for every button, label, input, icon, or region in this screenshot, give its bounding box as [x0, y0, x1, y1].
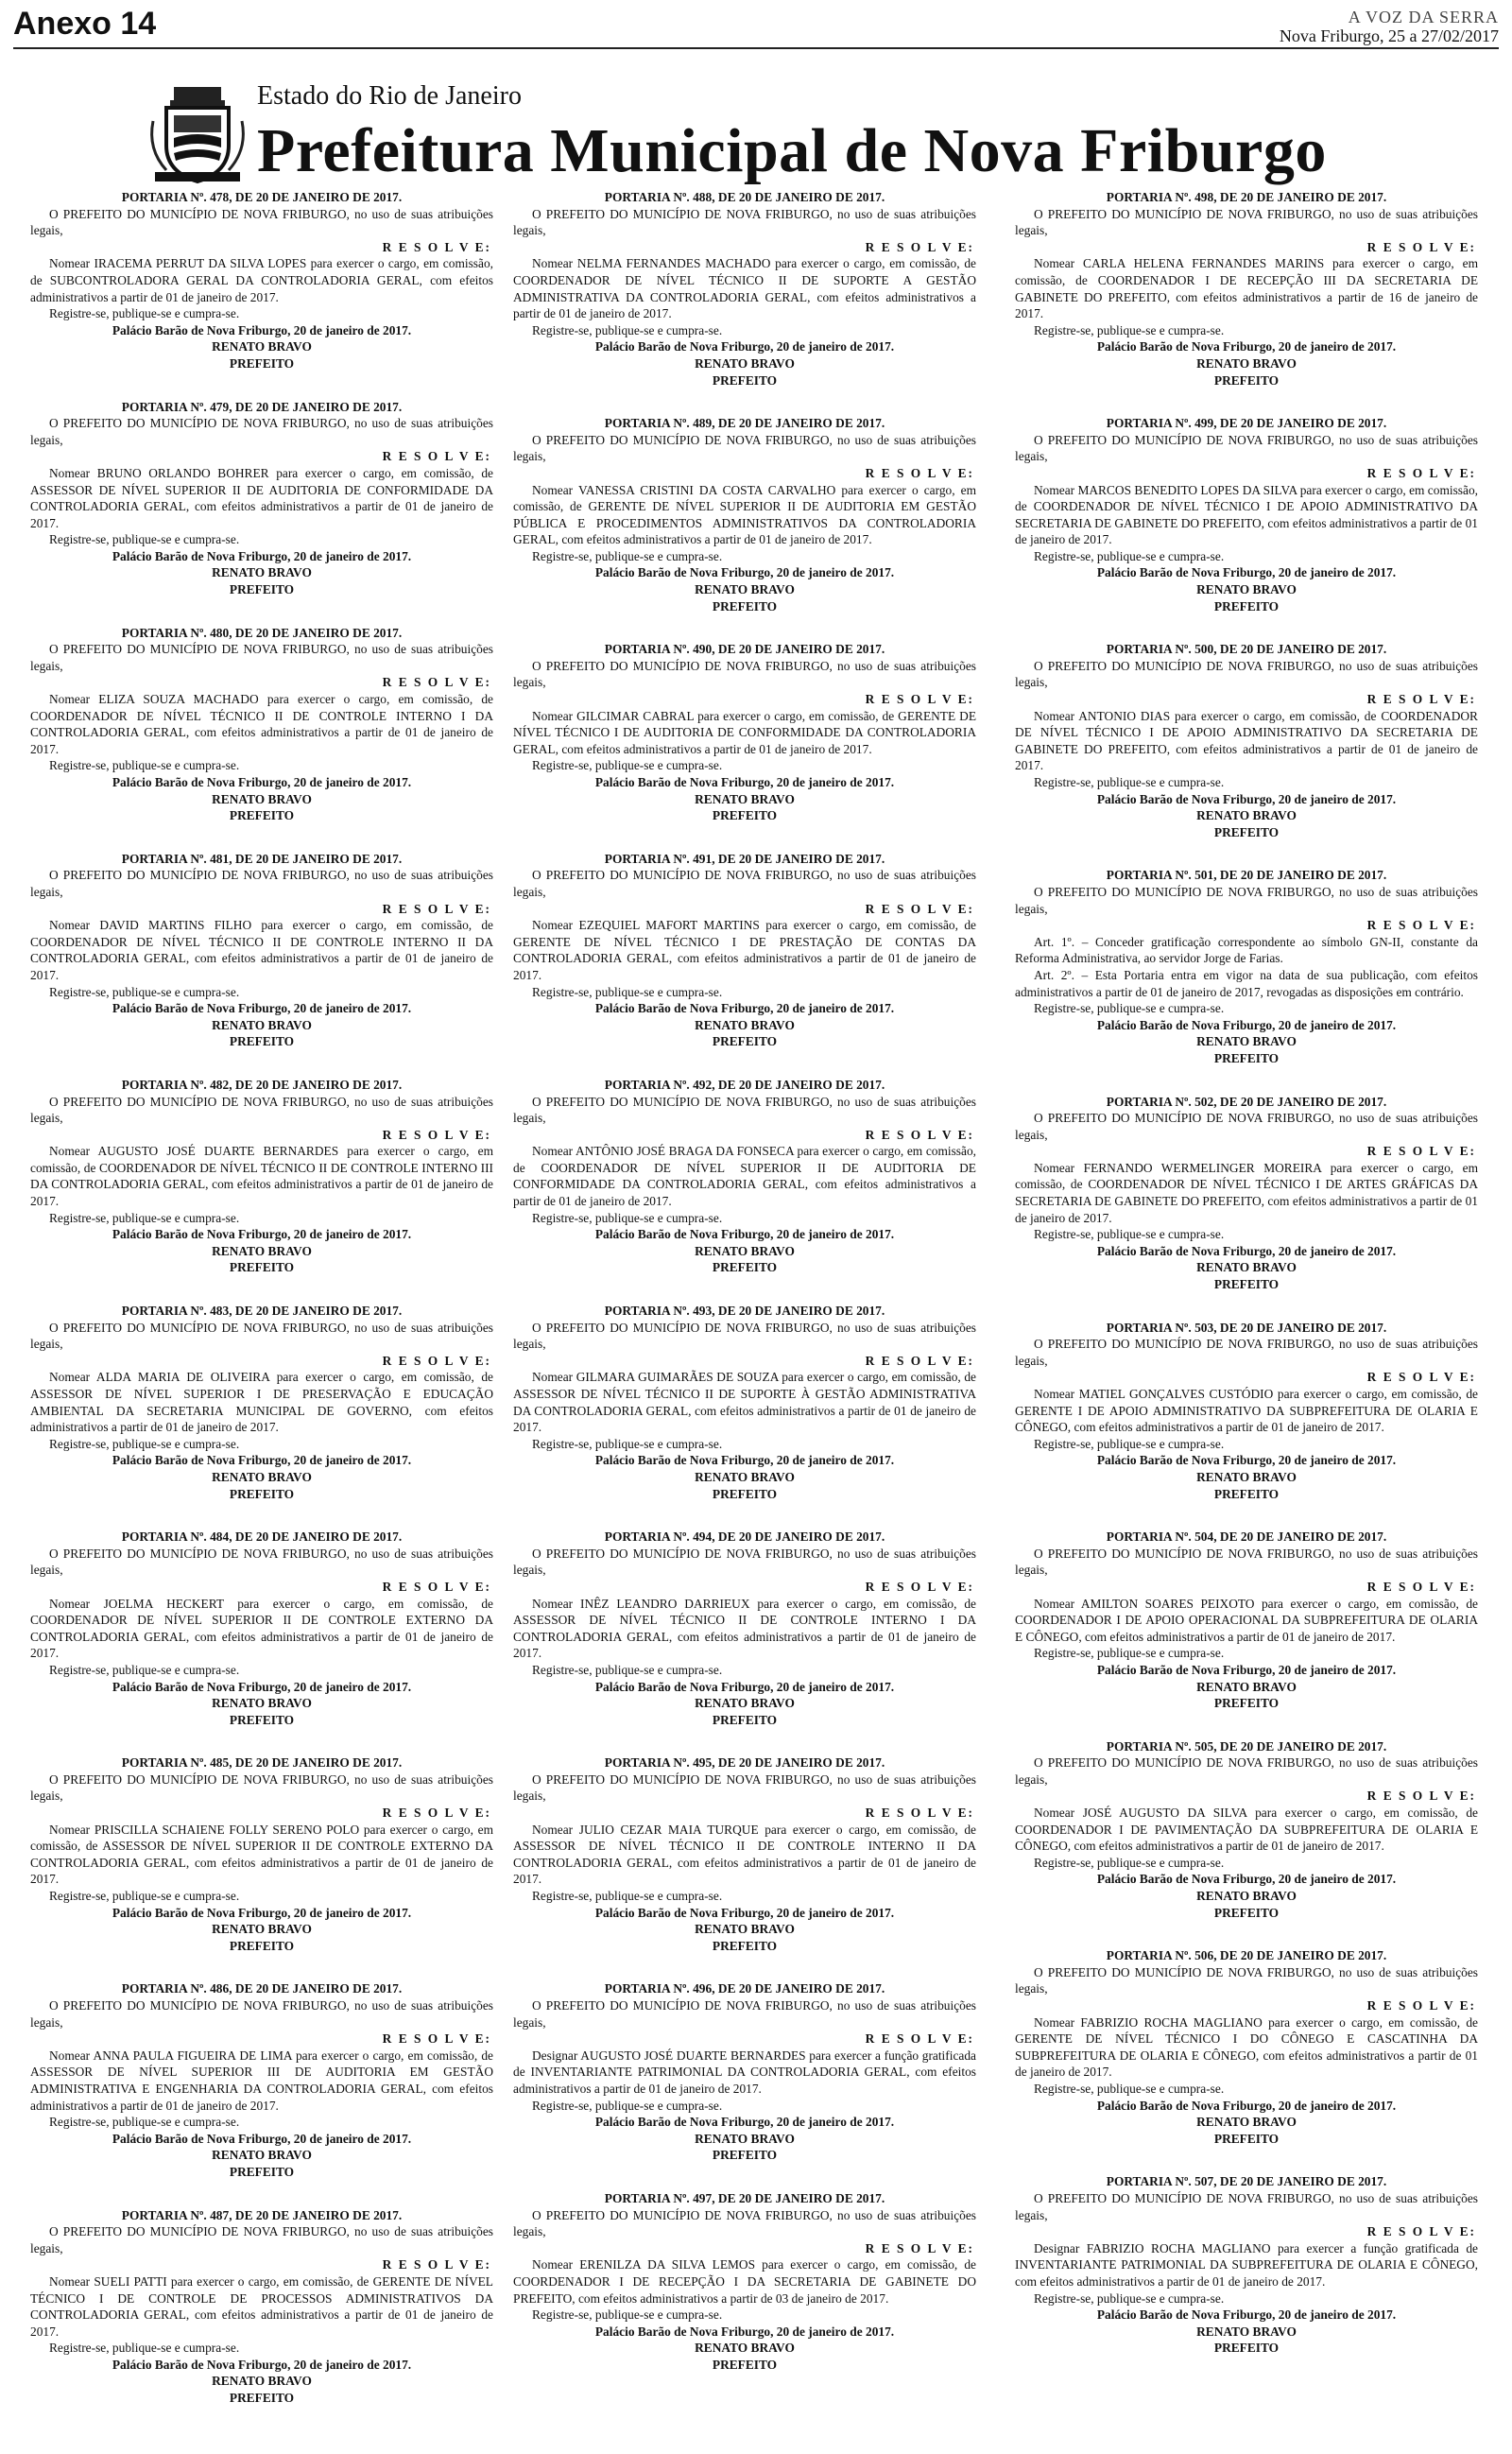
- signer-name: RENATO BRAVO: [212, 1017, 312, 1032]
- portaria-title: PORTARIA Nº. 500, DE 20 DE JANEIRO DE 2017.: [1106, 642, 1387, 657]
- portaria-block: [1015, 1947, 1478, 2147]
- portaria-intro: O PREFEITO DO MUNICÍPIO DE NOVA FRIBURGO, no uso de suas atribuições legais,: [30, 1320, 493, 1352]
- signer-title: PREFEITO: [1213, 1696, 1280, 1711]
- portaria-block: [1015, 1094, 1478, 1293]
- signer-title: PREFEITO: [229, 2391, 295, 2406]
- portaria-intro: O PREFEITO DO MUNICÍPIO DE NOVA FRIBURGO, no uso de suas atribuições legais,: [30, 1998, 493, 2030]
- register-line: Registre-se, publique-se e cumpra-se.: [49, 984, 240, 999]
- portaria-title: PORTARIA Nº. 480, DE 20 DE JANEIRO DE 2017.: [121, 625, 403, 640]
- register-line: Registre-se, publique-se e cumpra-se.: [49, 306, 240, 321]
- signer-name: RENATO BRAVO: [1196, 2115, 1297, 2130]
- palace-line: Palácio Barão de Nova Friburgo, 20 de janeiro de 2017.: [112, 2357, 412, 2372]
- palace-line: Palácio Barão de Nova Friburgo, 20 de janeiro de 2017.: [594, 1679, 895, 1694]
- portaria-body: Nomear GILMARA GUIMARÃES DE SOUZA para exercer o cargo, em comissão, de ASSESSOR DE NÍVEL TÉCNICO II DE SUPORTE À GESTÃO ADMINISTRATIVA DA CONTROLADORIA GERAL, com efeitos administrativos a partir de 01 de janeiro de 2017.: [513, 1370, 976, 1435]
- portaria-intro: O PREFEITO DO MUNICÍPIO DE NOVA FRIBURGO, no uso de suas atribuições legais,: [513, 206, 976, 238]
- resolve-heading: R E S O L V E:: [382, 2031, 491, 2047]
- register-line: Registre-se, publique-se e cumpra-se.: [532, 1210, 723, 1225]
- signer-title: PREFEITO: [1213, 372, 1280, 388]
- portaria-intro: O PREFEITO DO MUNICÍPIO DE NOVA FRIBURGO, no uso de suas atribuições legais,: [513, 432, 976, 464]
- portaria-intro: O PREFEITO DO MUNICÍPIO DE NOVA FRIBURGO, no uso de suas atribuições legais,: [1015, 1111, 1478, 1142]
- coat-of-arms-icon: [146, 83, 249, 187]
- portaria-body: Nomear IRACEMA PERRUT DA SILVA LOPES para exercer o cargo, em comissão, de SUBCONTROLADORA GERAL DA CONTROLADORIA GERAL, com efeitos administrativos a partir de 01 de janeiro de 2017.: [30, 256, 493, 304]
- resolve-heading: R E S O L V E:: [865, 2240, 974, 2255]
- resolve-heading: R E S O L V E:: [865, 1127, 974, 1142]
- portaria-intro: O PREFEITO DO MUNICÍPIO DE NOVA FRIBURGO, no uso de suas atribuições legais,: [30, 206, 493, 238]
- portaria-intro: O PREFEITO DO MUNICÍPIO DE NOVA FRIBURGO, no uso de suas atribuições legais,: [1015, 1755, 1478, 1787]
- portaria-block: [1015, 1738, 1478, 1922]
- resolve-heading: R E S O L V E:: [382, 449, 491, 464]
- signer-name: RENATO BRAVO: [212, 1922, 312, 1937]
- portaria-block: [30, 2207, 493, 2407]
- portaria-title: PORTARIA Nº. 485, DE 20 DE JANEIRO DE 2017.: [121, 1755, 403, 1771]
- signer-title: PREFEITO: [712, 1486, 778, 1501]
- portaria-block: [513, 1303, 976, 1502]
- signer-title: PREFEITO: [712, 2357, 778, 2372]
- signer-title: PREFEITO: [712, 1260, 778, 1275]
- resolve-heading: R E S O L V E:: [1366, 1370, 1476, 1385]
- signer-name: RENATO BRAVO: [695, 582, 795, 597]
- signer-title: PREFEITO: [712, 372, 778, 388]
- portaria-title: PORTARIA Nº. 487, DE 20 DE JANEIRO DE 2017.: [121, 2207, 403, 2222]
- portaria-block: [513, 2190, 976, 2374]
- portaria-title: PORTARIA Nº. 496, DE 20 DE JANEIRO DE 2017.: [604, 1981, 885, 1996]
- portaria-block: [513, 189, 976, 389]
- portaria-body: Nomear MARCOS BENEDITO LOPES DA SILVA para exercer o cargo, em comissão, de COORDENADOR DE NÍVEL TÉCNICO I DE APOIO ADMINISTRATIVO DA SECRETARIA DE GABINETE DO PREFEITO, com efeitos administrativos a partir de 01 de janeiro de 2017.: [1015, 482, 1478, 547]
- signer-name: RENATO BRAVO: [1196, 582, 1297, 597]
- column-1: [30, 189, 493, 2433]
- palace-line: Palácio Barão de Nova Friburgo, 20 de janeiro de 2017.: [594, 565, 895, 580]
- signer-name: RENATO BRAVO: [1196, 808, 1297, 823]
- portaria-block: [30, 399, 493, 598]
- portaria-block: [1015, 2173, 1478, 2357]
- register-line: Registre-se, publique-se e cumpra-se.: [1034, 1436, 1225, 1451]
- portaria-title: PORTARIA Nº. 495, DE 20 DE JANEIRO DE 2017.: [604, 1755, 885, 1771]
- portaria-body: Nomear FERNANDO WERMELINGER MOREIRA para exercer o cargo, em comissão, de COORDENADOR DE NÍVEL TÉCNICO I DE ARTES GRÁFICAS DA SECRETARIA DE GABINETE DO PREFEITO, com efeitos administrativos a partir de 01 de janeiro de 2017.: [1015, 1160, 1478, 1225]
- palace-line: Palácio Barão de Nova Friburgo, 20 de janeiro de 2017.: [112, 322, 412, 337]
- palace-line: Palácio Barão de Nova Friburgo, 20 de janeiro de 2017.: [1096, 1662, 1397, 1677]
- portaria-block: [30, 851, 493, 1050]
- signer-title: PREFEITO: [712, 808, 778, 823]
- portaria-title: PORTARIA Nº. 502, DE 20 DE JANEIRO DE 2017.: [1106, 1094, 1387, 1109]
- portaria-block: [30, 1980, 493, 2180]
- portaria-title: PORTARIA Nº. 498, DE 20 DE JANEIRO DE 2017.: [1106, 190, 1387, 204]
- signer-name: RENATO BRAVO: [695, 1469, 795, 1484]
- portaria-title: PORTARIA Nº. 484, DE 20 DE JANEIRO DE 2017.: [121, 1529, 403, 1545]
- register-line: Registre-se, publique-se e cumpra-se.: [532, 548, 723, 563]
- signer-name: RENATO BRAVO: [695, 1017, 795, 1032]
- signer-name: RENATO BRAVO: [212, 2374, 312, 2389]
- municipal-header: [151, 66, 1380, 189]
- resolve-heading: R E S O L V E:: [1366, 465, 1476, 480]
- portaria-body: Nomear CARLA HELENA FERNANDES MARINS para exercer o cargo, em comissão, de COORDENADOR I DE RECEPÇÃO III DA SECRETARIA DE GABINETE DO PREFEITO, com efeitos administrativos a partir de 16 de janeiro de 2017.: [1015, 256, 1478, 321]
- resolve-heading: R E S O L V E:: [865, 239, 974, 254]
- portaria-title: PORTARIA Nº. 491, DE 20 DE JANEIRO DE 2017.: [604, 851, 885, 866]
- resolve-heading: R E S O L V E:: [382, 2257, 491, 2273]
- portaria-body: Nomear VANESSA CRISTINI DA COSTA CARVALHO para exercer o cargo, em comissão, de GERENTE DE NÍVEL SUPERIOR II DE AUDITORIA EM GESTÃO PÚBLICA E PROCEDIMENTOS ADMINISTRATIVOS DA CONTROLADORIA GERAL, com efeitos administrativos a partir de 01 de janeiro de 2017.: [513, 482, 976, 547]
- palace-line: Palácio Barão de Nova Friburgo, 20 de janeiro de 2017.: [594, 1453, 895, 1468]
- palace-line: Palácio Barão de Nova Friburgo, 20 de janeiro de 2017.: [594, 1227, 895, 1242]
- portaria-body: Designar FABRIZIO ROCHA MAGLIANO para exercer a função gratificada de INVENTARIANTE PATRIMONIAL DA SUBPREFEITURA DE OLARIA E CÔNEGO, com efeitos administrativos a partir de 01 de janeiro de 2017.: [1015, 2240, 1478, 2289]
- resolve-heading: R E S O L V E:: [1366, 1789, 1476, 1804]
- signer-title: PREFEITO: [712, 1034, 778, 1049]
- signer-name: RENATO BRAVO: [1196, 1260, 1297, 1275]
- portaria-intro: O PREFEITO DO MUNICÍPIO DE NOVA FRIBURGO, no uso de suas atribuições legais,: [30, 1771, 493, 1804]
- portaria-block: [513, 851, 976, 1050]
- portaria-body: Nomear AUGUSTO JOSÉ DUARTE BERNARDES para exercer o cargo, em comissão, de COORDENADOR DE NÍVEL TÉCNICO II DE CONTROLE INTERNO III DA CONTROLADORIA GERAL, com efeitos administrativos a partir de 01 de janeiro de 2017.: [30, 1144, 493, 1209]
- signer-name: RENATO BRAVO: [695, 355, 795, 371]
- register-line: Registre-se, publique-se e cumpra-se.: [1034, 1227, 1225, 1242]
- register-line: Registre-se, publique-se e cumpra-se.: [49, 1662, 240, 1677]
- portaria-intro: O PREFEITO DO MUNICÍPIO DE NOVA FRIBURGO, no uso de suas atribuições legais,: [30, 416, 493, 447]
- portaria-title: PORTARIA Nº. 478, DE 20 DE JANEIRO DE 2017.: [121, 190, 403, 204]
- signer-title: PREFEITO: [712, 1938, 778, 1953]
- portaria-body: Art. 2º. – Esta Portaria entra em vigor na data de sua publicação, com efeitos administrativos a partir de 01 de janeiro de 2017, revogadas as disposições em contrário.: [1015, 967, 1478, 999]
- signer-title: PREFEITO: [229, 1034, 295, 1049]
- signer-title: PREFEITO: [229, 355, 295, 371]
- signer-title: PREFEITO: [1213, 2341, 1280, 2356]
- portaria-intro: O PREFEITO DO MUNICÍPIO DE NOVA FRIBURGO, no uso de suas atribuições legais,: [513, 1771, 976, 1804]
- column-2: [513, 189, 976, 2399]
- signer-name: RENATO BRAVO: [695, 1243, 795, 1258]
- resolve-heading: R E S O L V E:: [382, 901, 491, 916]
- portaria-block: [513, 415, 976, 614]
- portaria-title: PORTARIA Nº. 479, DE 20 DE JANEIRO DE 2017.: [121, 399, 403, 414]
- signer-title: PREFEITO: [229, 582, 295, 597]
- signer-name: RENATO BRAVO: [1196, 355, 1297, 371]
- palace-line: Palácio Barão de Nova Friburgo, 20 de janeiro de 2017.: [594, 2324, 895, 2339]
- portaria-block: [513, 1980, 976, 2164]
- portaria-block: [30, 625, 493, 824]
- portaria-body: Nomear JULIO CEZAR MAIA TURQUE para exercer o cargo, em comissão, de ASSESSOR DE NÍVEL TÉCNICO II DE CONTROLE INTERNO II DA CONTROLADORIA GERAL, com efeitos administrativos a partir de 01 de janeiro de 2017.: [513, 1822, 976, 1887]
- signer-title: PREFEITO: [712, 2148, 778, 2163]
- signer-title: PREFEITO: [229, 1260, 295, 1275]
- newspaper-name: A VOZ DA SERRA: [1348, 8, 1499, 26]
- signer-name: RENATO BRAVO: [1196, 1469, 1297, 1484]
- portaria-block: [513, 1077, 976, 1276]
- signer-title: PREFEITO: [229, 1486, 295, 1501]
- portaria-title: PORTARIA Nº. 481, DE 20 DE JANEIRO DE 2017.: [121, 851, 403, 866]
- portaria-title: PORTARIA Nº. 489, DE 20 DE JANEIRO DE 2017.: [604, 416, 885, 431]
- portaria-title: PORTARIA Nº. 501, DE 20 DE JANEIRO DE 2017.: [1106, 868, 1387, 883]
- portaria-body: Nomear PRISCILLA SCHAIENE FOLLY SERENO POLO para exercer o cargo, em comissão, de ASSESSOR DE NÍVEL SUPERIOR II DE CONTROLE EXTERNO DA CONTROLADORIA GERAL, com efeitos administrativos a partir de 01 de janeiro de 2017.: [30, 1822, 493, 1887]
- newspaper-date: Nova Friburgo, 25 a 27/02/2017: [1279, 26, 1499, 45]
- portaria-intro: O PREFEITO DO MUNICÍPIO DE NOVA FRIBURGO, no uso de suas atribuições legais,: [1015, 1546, 1478, 1578]
- portaria-block: [513, 1754, 976, 1954]
- palace-line: Palácio Barão de Nova Friburgo, 20 de janeiro de 2017.: [1096, 565, 1397, 580]
- palace-line: Palácio Barão de Nova Friburgo, 20 de janeiro de 2017.: [1096, 1453, 1397, 1468]
- portaria-title: PORTARIA Nº. 505, DE 20 DE JANEIRO DE 2017.: [1106, 1738, 1387, 1754]
- portaria-intro: O PREFEITO DO MUNICÍPIO DE NOVA FRIBURGO, no uso de suas atribuições legais,: [513, 1998, 976, 2030]
- portaria-intro: O PREFEITO DO MUNICÍPIO DE NOVA FRIBURGO, no uso de suas atribuições legais,: [30, 1546, 493, 1578]
- register-line: Registre-se, publique-se e cumpra-se.: [49, 1210, 240, 1225]
- portaria-intro: O PREFEITO DO MUNICÍPIO DE NOVA FRIBURGO, no uso de suas atribuições legais,: [1015, 206, 1478, 238]
- resolve-heading: R E S O L V E:: [1366, 918, 1476, 933]
- portaria-title: PORTARIA Nº. 503, DE 20 DE JANEIRO DE 2017.: [1106, 1320, 1387, 1335]
- portaria-intro: O PREFEITO DO MUNICÍPIO DE NOVA FRIBURGO, no uso de suas atribuições legais,: [513, 2207, 976, 2239]
- palace-line: Palácio Barão de Nova Friburgo, 20 de janeiro de 2017.: [1096, 791, 1397, 806]
- palace-line: Palácio Barão de Nova Friburgo, 20 de janeiro de 2017.: [594, 2115, 895, 2130]
- signer-title: PREFEITO: [1213, 598, 1280, 614]
- signer-title: PREFEITO: [229, 2164, 295, 2179]
- palace-line: Palácio Barão de Nova Friburgo, 20 de janeiro de 2017.: [594, 339, 895, 354]
- register-line: Registre-se, publique-se e cumpra-se.: [49, 2115, 240, 2130]
- resolve-heading: R E S O L V E:: [1366, 2224, 1476, 2239]
- portaria-block: [1015, 189, 1478, 389]
- register-line: Registre-se, publique-se e cumpra-se.: [532, 1662, 723, 1677]
- portaria-intro: O PREFEITO DO MUNICÍPIO DE NOVA FRIBURGO, no uso de suas atribuições legais,: [1015, 1337, 1478, 1368]
- register-line: Registre-se, publique-se e cumpra-se.: [49, 758, 240, 773]
- portaria-title: PORTARIA Nº. 492, DE 20 DE JANEIRO DE 2017.: [604, 1077, 885, 1092]
- portaria-intro: O PREFEITO DO MUNICÍPIO DE NOVA FRIBURGO, no uso de suas atribuições legais,: [1015, 432, 1478, 464]
- signer-title: PREFEITO: [1213, 1277, 1280, 1292]
- state-name: Estado do Rio de Janeiro: [257, 81, 522, 111]
- portaria-block: [1015, 1320, 1478, 1503]
- palace-line: Palácio Barão de Nova Friburgo, 20 de janeiro de 2017.: [112, 1679, 412, 1694]
- portaria-intro: O PREFEITO DO MUNICÍPIO DE NOVA FRIBURGO, no uso de suas atribuições legais,: [1015, 2190, 1478, 2222]
- signer-name: RENATO BRAVO: [212, 791, 312, 806]
- portaria-body: Nomear AMILTON SOARES PEIXOTO para exercer o cargo, em comissão, de COORDENADOR I DE APOIO OPERACIONAL DA SUBPREFEITURA DE OLARIA E CÔNEGO, com efeitos administrativos a partir de 01 de janeiro de 2017.: [1015, 1596, 1478, 1644]
- newspaper-info: [1280, 8, 1499, 45]
- portaria-block: [30, 1077, 493, 1276]
- portaria-intro: O PREFEITO DO MUNICÍPIO DE NOVA FRIBURGO, no uso de suas atribuições legais,: [513, 1320, 976, 1352]
- portaria-intro: O PREFEITO DO MUNICÍPIO DE NOVA FRIBURGO, no uso de suas atribuições legais,: [1015, 1964, 1478, 1996]
- signer-name: RENATO BRAVO: [212, 1243, 312, 1258]
- signer-name: RENATO BRAVO: [695, 2131, 795, 2146]
- register-line: Registre-se, publique-se e cumpra-se.: [532, 758, 723, 773]
- resolve-heading: R E S O L V E:: [865, 901, 974, 916]
- register-line: Registre-se, publique-se e cumpra-se.: [532, 322, 723, 337]
- portaria-intro: O PREFEITO DO MUNICÍPIO DE NOVA FRIBURGO, no uso de suas atribuições legais,: [513, 1546, 976, 1578]
- portaria-block: [1015, 641, 1478, 840]
- register-line: Registre-se, publique-se e cumpra-se.: [1034, 775, 1225, 789]
- portaria-title: PORTARIA Nº. 493, DE 20 DE JANEIRO DE 2017.: [604, 1304, 885, 1319]
- signer-name: RENATO BRAVO: [212, 1696, 312, 1711]
- palace-line: Palácio Barão de Nova Friburgo, 20 de janeiro de 2017.: [112, 1001, 412, 1016]
- portaria-body: Nomear INÊZ LEANDRO DARRIEUX para exercer o cargo, em comissão, de ASSESSOR DE NÍVEL TÉCNICO II DE CONTROLE INTERNO I DA CONTROLADORIA GERAL, com efeitos administrativos a partir de 01 de janeiro de 2017.: [513, 1596, 976, 1661]
- portaria-body: Nomear NELMA FERNANDES MACHADO para exercer o cargo, em comissão, de COORDENADOR DE NÍVEL TÉCNICO II DE SUPORTE A GESTÃO ADMINISTRATIVA DA CONTROLADORIA GERAL, com efeitos administrativos a partir de 01 de janeiro de 2017.: [513, 256, 976, 321]
- portaria-block: [1015, 1529, 1478, 1712]
- portaria-intro: O PREFEITO DO MUNICÍPIO DE NOVA FRIBURGO, no uso de suas atribuições legais,: [1015, 884, 1478, 916]
- portaria-body: Nomear JOSÉ AUGUSTO DA SILVA para exercer o cargo, em comissão, de COORDENADOR I DE PAVIMENTAÇÃO DA SUBPREFEITURA DE OLARIA E CÔNEGO, com efeitos administrativos a partir de 01 de janeiro de 2017.: [1015, 1806, 1478, 1854]
- resolve-heading: R E S O L V E:: [1366, 692, 1476, 707]
- signer-title: PREFEITO: [1213, 1486, 1280, 1501]
- portaria-body: Nomear ELIZA SOUZA MACHADO para exercer o cargo, em comissão, de COORDENADOR DE NÍVEL TÉCNICO II DE CONTROLE INTERNO I DA CONTROLADORIA GERAL, com efeitos administrativos a partir de 01 de janeiro de 2017.: [30, 692, 493, 756]
- portaria-body: Nomear ERENILZA DA SILVA LEMOS para exercer o cargo, em comissão, de COORDENADOR I DE RECEPÇÃO I DA SECRETARIA DE GABINETE DO PREFEITO, com efeitos administrativos a partir de 03 de janeiro de 2017.: [513, 2257, 976, 2306]
- signer-name: RENATO BRAVO: [1196, 1034, 1297, 1049]
- signer-title: PREFEITO: [229, 1712, 295, 1727]
- register-line: Registre-se, publique-se e cumpra-se.: [532, 1436, 723, 1451]
- portaria-title: PORTARIA Nº. 507, DE 20 DE JANEIRO DE 2017.: [1106, 2174, 1387, 2189]
- signer-title: PREFEITO: [229, 808, 295, 823]
- column-3: [1015, 189, 1478, 2383]
- register-line: Registre-se, publique-se e cumpra-se.: [1034, 322, 1225, 337]
- portaria-intro: O PREFEITO DO MUNICÍPIO DE NOVA FRIBURGO, no uso de suas atribuições legais,: [513, 1094, 976, 1126]
- signer-name: RENATO BRAVO: [1196, 1679, 1297, 1694]
- resolve-heading: R E S O L V E:: [865, 692, 974, 707]
- resolve-heading: R E S O L V E:: [865, 465, 974, 480]
- portaria-body: Nomear SUELI PATTI para exercer o cargo, em comissão, de GERENTE DE NÍVEL TÉCNICO I DE CONTROLE DE PROCESSOS ADMINISTRATIVOS DA CONTROLADORIA GERAL, com efeitos administrativos a partir de 01 de janeiro de 2017.: [30, 2273, 493, 2339]
- portaria-body: Nomear ANTÔNIO JOSÉ BRAGA DA FONSECA para exercer o cargo, em comissão, de COORDENADOR DE NÍVEL SUPERIOR II DE AUDITORIA DE CONFORMIDADE DA CONTROLADORIA GERAL, com efeitos administrativos a partir de 01 de janeiro de 2017.: [513, 1144, 976, 1209]
- portaria-block: [1015, 415, 1478, 614]
- palace-line: Palácio Barão de Nova Friburgo, 20 de janeiro de 2017.: [594, 775, 895, 789]
- portaria-body: Nomear DAVID MARTINS FILHO para exercer o cargo, em comissão, de COORDENADOR DE NÍVEL TÉCNICO II DE CONTROLE INTERNO II DA CONTROLADORIA GERAL, com efeitos administrativos a partir de 01 de janeiro de 2017.: [30, 918, 493, 982]
- portaria-block: [513, 1529, 976, 1728]
- signer-title: PREFEITO: [229, 1938, 295, 1953]
- portaria-body: Nomear GILCIMAR CABRAL para exercer o cargo, em comissão, de GERENTE DE NÍVEL TÉCNICO I DE AUDITORIA DE CONFORMIDADE DA CONTROLADORIA GERAL, com efeitos administrativos a partir de 01 de janeiro de 2017.: [513, 708, 976, 756]
- portaria-body: Nomear ANNA PAULA FIGUEIRA DE LIMA para exercer o cargo, em comissão, de ASSESSOR DE NÍVEL SUPERIOR III DE AUDITORIA EM GESTÃO ADMINISTRATIVA E ENGENHARIA DA CONTROLADORIA GERAL, com efeitos administrativos a partir de 01 de janeiro de 2017.: [30, 2048, 493, 2113]
- municipality-title: Prefeitura Municipal de Nova Friburgo: [257, 116, 1327, 185]
- portaria-body: Nomear BRUNO ORLANDO BOHRER para exercer o cargo, em comissão, de ASSESSOR DE NÍVEL SUPERIOR II DE AUDITORIA DE CONFORMIDADE DA CONTROLADORIA GERAL, com efeitos administrativos a partir de 01 de janeiro de 2017.: [30, 465, 493, 530]
- palace-line: Palácio Barão de Nova Friburgo, 20 de janeiro de 2017.: [1096, 2307, 1397, 2323]
- palace-line: Palácio Barão de Nova Friburgo, 20 de janeiro de 2017.: [594, 1905, 895, 1920]
- palace-line: Palácio Barão de Nova Friburgo, 20 de janeiro de 2017.: [112, 1905, 412, 1920]
- palace-line: Palácio Barão de Nova Friburgo, 20 de janeiro de 2017.: [1096, 1017, 1397, 1032]
- portaria-title: PORTARIA Nº. 490, DE 20 DE JANEIRO DE 2017.: [604, 642, 885, 657]
- register-line: Registre-se, publique-se e cumpra-se.: [532, 1889, 723, 1904]
- resolve-heading: R E S O L V E:: [382, 239, 491, 254]
- portaria-title: PORTARIA Nº. 497, DE 20 DE JANEIRO DE 2017.: [604, 2190, 885, 2205]
- resolve-heading: R E S O L V E:: [1366, 1579, 1476, 1594]
- portaria-title: PORTARIA Nº. 499, DE 20 DE JANEIRO DE 2017.: [1106, 416, 1387, 431]
- portaria-title: PORTARIA Nº. 504, DE 20 DE JANEIRO DE 2017.: [1106, 1529, 1387, 1545]
- signer-name: RENATO BRAVO: [695, 791, 795, 806]
- resolve-heading: R E S O L V E:: [1366, 1998, 1476, 2013]
- signer-name: RENATO BRAVO: [1196, 2324, 1297, 2339]
- resolve-heading: R E S O L V E:: [865, 2031, 974, 2047]
- portaria-title: PORTARIA Nº. 488, DE 20 DE JANEIRO DE 2017.: [604, 190, 885, 204]
- portaria-intro: O PREFEITO DO MUNICÍPIO DE NOVA FRIBURGO, no uso de suas atribuições legais,: [30, 642, 493, 673]
- portaria-title: PORTARIA Nº. 486, DE 20 DE JANEIRO DE 2017.: [121, 1981, 403, 1996]
- palace-line: Palácio Barão de Nova Friburgo, 20 de janeiro de 2017.: [1096, 1243, 1397, 1258]
- portaria-body: Nomear MATIEL GONÇALVES CUSTÓDIO para exercer o cargo, em comissão, de GERENTE I DE APOIO ADMINISTRATIVO DA SUBPREFEITURA DE OLARIA E CÔNEGO, com efeitos administrativos a partir de 01 de janeiro de 2017.: [1015, 1387, 1478, 1435]
- resolve-heading: R E S O L V E:: [382, 1806, 491, 1821]
- portaria-intro: O PREFEITO DO MUNICÍPIO DE NOVA FRIBURGO, no uso de suas atribuições legais,: [30, 2224, 493, 2255]
- register-line: Registre-se, publique-se e cumpra-se.: [532, 984, 723, 999]
- palace-line: Palácio Barão de Nova Friburgo, 20 de janeiro de 2017.: [112, 548, 412, 563]
- signer-title: PREFEITO: [1213, 1050, 1280, 1065]
- portaria-block: [30, 189, 493, 372]
- resolve-heading: R E S O L V E:: [382, 1127, 491, 1142]
- portaria-body: Nomear ALDA MARIA DE OLIVEIRA para exercer o cargo, em comissão, de ASSESSOR DE NÍVEL SUPERIOR I DE PRESERVAÇÃO E EDUCAÇÃO AMBIENTAL DA SECRETARIA MUNICIPAL DE GOVERNO, com efeitos administrativos a partir de 01 de janeiro de 2017.: [30, 1370, 493, 1435]
- register-line: Registre-se, publique-se e cumpra-se.: [532, 2098, 723, 2113]
- register-line: Registre-se, publique-se e cumpra-se.: [1034, 1855, 1225, 1870]
- signer-name: RENATO BRAVO: [212, 2148, 312, 2163]
- portaria-title: PORTARIA Nº. 494, DE 20 DE JANEIRO DE 2017.: [604, 1529, 885, 1545]
- portaria-intro: O PREFEITO DO MUNICÍPIO DE NOVA FRIBURGO, no uso de suas atribuições legais,: [513, 868, 976, 899]
- register-line: Registre-se, publique-se e cumpra-se.: [532, 2307, 723, 2323]
- portaria-block: [30, 1303, 493, 1502]
- resolve-heading: R E S O L V E:: [865, 1806, 974, 1821]
- portaria-body: Nomear JOELMA HECKERT para exercer o cargo, em comissão, de COORDENADOR DE NÍVEL SUPERIOR II DE CONTROLE EXTERNO DA CONTROLADORIA GERAL, com efeitos administrativos a partir de 01 de janeiro de 2017.: [30, 1596, 493, 1661]
- annex-label: Anexo 14: [13, 6, 157, 42]
- top-bar: [13, 6, 1499, 49]
- portaria-title: PORTARIA Nº. 482, DE 20 DE JANEIRO DE 2017.: [121, 1077, 403, 1092]
- signer-name: RENATO BRAVO: [212, 1469, 312, 1484]
- portaria-block: [30, 1529, 493, 1728]
- palace-line: Palácio Barão de Nova Friburgo, 20 de janeiro de 2017.: [112, 775, 412, 789]
- resolve-heading: R E S O L V E:: [1366, 239, 1476, 254]
- palace-line: Palácio Barão de Nova Friburgo, 20 de janeiro de 2017.: [112, 1227, 412, 1242]
- palace-line: Palácio Barão de Nova Friburgo, 20 de janeiro de 2017.: [1096, 339, 1397, 354]
- register-line: Registre-se, publique-se e cumpra-se.: [1034, 2081, 1225, 2096]
- resolve-heading: R E S O L V E:: [865, 1353, 974, 1368]
- palace-line: Palácio Barão de Nova Friburgo, 20 de janeiro de 2017.: [112, 1453, 412, 1468]
- portaria-body: Nomear EZEQUIEL MAFORT MARTINS para exercer o cargo, em comissão, de GERENTE DE NÍVEL TÉCNICO I DE PRESTAÇÃO DE CONTAS DA CONTROLADORIA GERAL, com efeitos administrativos a partir de 01 de janeiro de 2017.: [513, 918, 976, 982]
- palace-line: Palácio Barão de Nova Friburgo, 20 de janeiro de 2017.: [1096, 2098, 1397, 2113]
- register-line: Registre-se, publique-se e cumpra-se.: [1034, 1001, 1225, 1016]
- signer-name: RENATO BRAVO: [212, 565, 312, 580]
- resolve-heading: R E S O L V E:: [382, 675, 491, 690]
- signer-title: PREFEITO: [712, 1712, 778, 1727]
- portaria-body: Nomear FABRIZIO ROCHA MAGLIANO para exercer o cargo, em comissão, de GERENTE DE NÍVEL TÉCNICO I DO CÔNEGO E CASCATINHA DA SUBPREFEITURA DE OLARIA E CÔNEGO, com efeitos administrativos a partir de 01 de janeiro de 2017.: [1015, 2014, 1478, 2080]
- portaria-block: [513, 641, 976, 824]
- signer-name: RENATO BRAVO: [212, 339, 312, 354]
- register-line: Registre-se, publique-se e cumpra-se.: [1034, 1646, 1225, 1661]
- portaria-title: PORTARIA Nº. 506, DE 20 DE JANEIRO DE 2017.: [1106, 1948, 1387, 1963]
- palace-line: Palácio Barão de Nova Friburgo, 20 de janeiro de 2017.: [594, 1001, 895, 1016]
- portaria-title: PORTARIA Nº. 483, DE 20 DE JANEIRO DE 2017.: [121, 1304, 403, 1319]
- portaria-body: Art. 1º. – Conceder gratificação correspondente ao símbolo GN-II, constante da Reforma Administrativa, ao servidor Jorge de Farias.: [1015, 934, 1478, 966]
- portaria-intro: O PREFEITO DO MUNICÍPIO DE NOVA FRIBURGO, no uso de suas atribuições legais,: [30, 868, 493, 899]
- signer-title: PREFEITO: [712, 598, 778, 614]
- palace-line: Palácio Barão de Nova Friburgo, 20 de janeiro de 2017.: [1096, 1872, 1397, 1887]
- register-line: Registre-se, publique-se e cumpra-se.: [49, 1436, 240, 1451]
- register-line: Registre-se, publique-se e cumpra-se.: [49, 532, 240, 547]
- register-line: Registre-se, publique-se e cumpra-se.: [49, 2341, 240, 2356]
- resolve-heading: R E S O L V E:: [382, 1353, 491, 1368]
- portaria-block: [1015, 867, 1478, 1066]
- signer-name: RENATO BRAVO: [695, 2341, 795, 2356]
- signer-title: PREFEITO: [1213, 2131, 1280, 2146]
- signer-title: PREFEITO: [1213, 1905, 1280, 1920]
- signer-name: RENATO BRAVO: [1196, 1889, 1297, 1904]
- portaria-intro: O PREFEITO DO MUNICÍPIO DE NOVA FRIBURGO, no uso de suas atribuições legais,: [513, 658, 976, 690]
- register-line: Registre-se, publique-se e cumpra-se.: [49, 1889, 240, 1904]
- signer-name: RENATO BRAVO: [695, 1696, 795, 1711]
- resolve-heading: R E S O L V E:: [382, 1579, 491, 1594]
- register-line: Registre-se, publique-se e cumpra-se.: [1034, 2290, 1225, 2306]
- signer-name: RENATO BRAVO: [695, 1922, 795, 1937]
- palace-line: Palácio Barão de Nova Friburgo, 20 de janeiro de 2017.: [112, 2131, 412, 2146]
- portaria-body: Nomear ANTONIO DIAS para exercer o cargo, em comissão, de COORDENADOR DE NÍVEL TÉCNICO I DE APOIO ADMINISTRATIVO DA SECRETARIA DE GABINETE DO PREFEITO, com efeitos administrativos a partir de 01 de janeiro de 2017.: [1015, 708, 1478, 773]
- portaria-intro: O PREFEITO DO MUNICÍPIO DE NOVA FRIBURGO, no uso de suas atribuições legais,: [30, 1094, 493, 1126]
- register-line: Registre-se, publique-se e cumpra-se.: [1034, 548, 1225, 563]
- portaria-block: [30, 1754, 493, 1954]
- portaria-body: Designar AUGUSTO JOSÉ DUARTE BERNARDES para exercer a função gratificada de INVENTARIANTE PATRIMONIAL DA CONTROLADORIA GERAL, com efeitos administrativos a partir de 01 de janeiro de 2017.: [513, 2048, 976, 2096]
- portaria-intro: O PREFEITO DO MUNICÍPIO DE NOVA FRIBURGO, no uso de suas atribuições legais,: [1015, 658, 1478, 690]
- resolve-heading: R E S O L V E:: [1366, 1144, 1476, 1159]
- resolve-heading: R E S O L V E:: [865, 1579, 974, 1594]
- signer-title: PREFEITO: [1213, 824, 1280, 839]
